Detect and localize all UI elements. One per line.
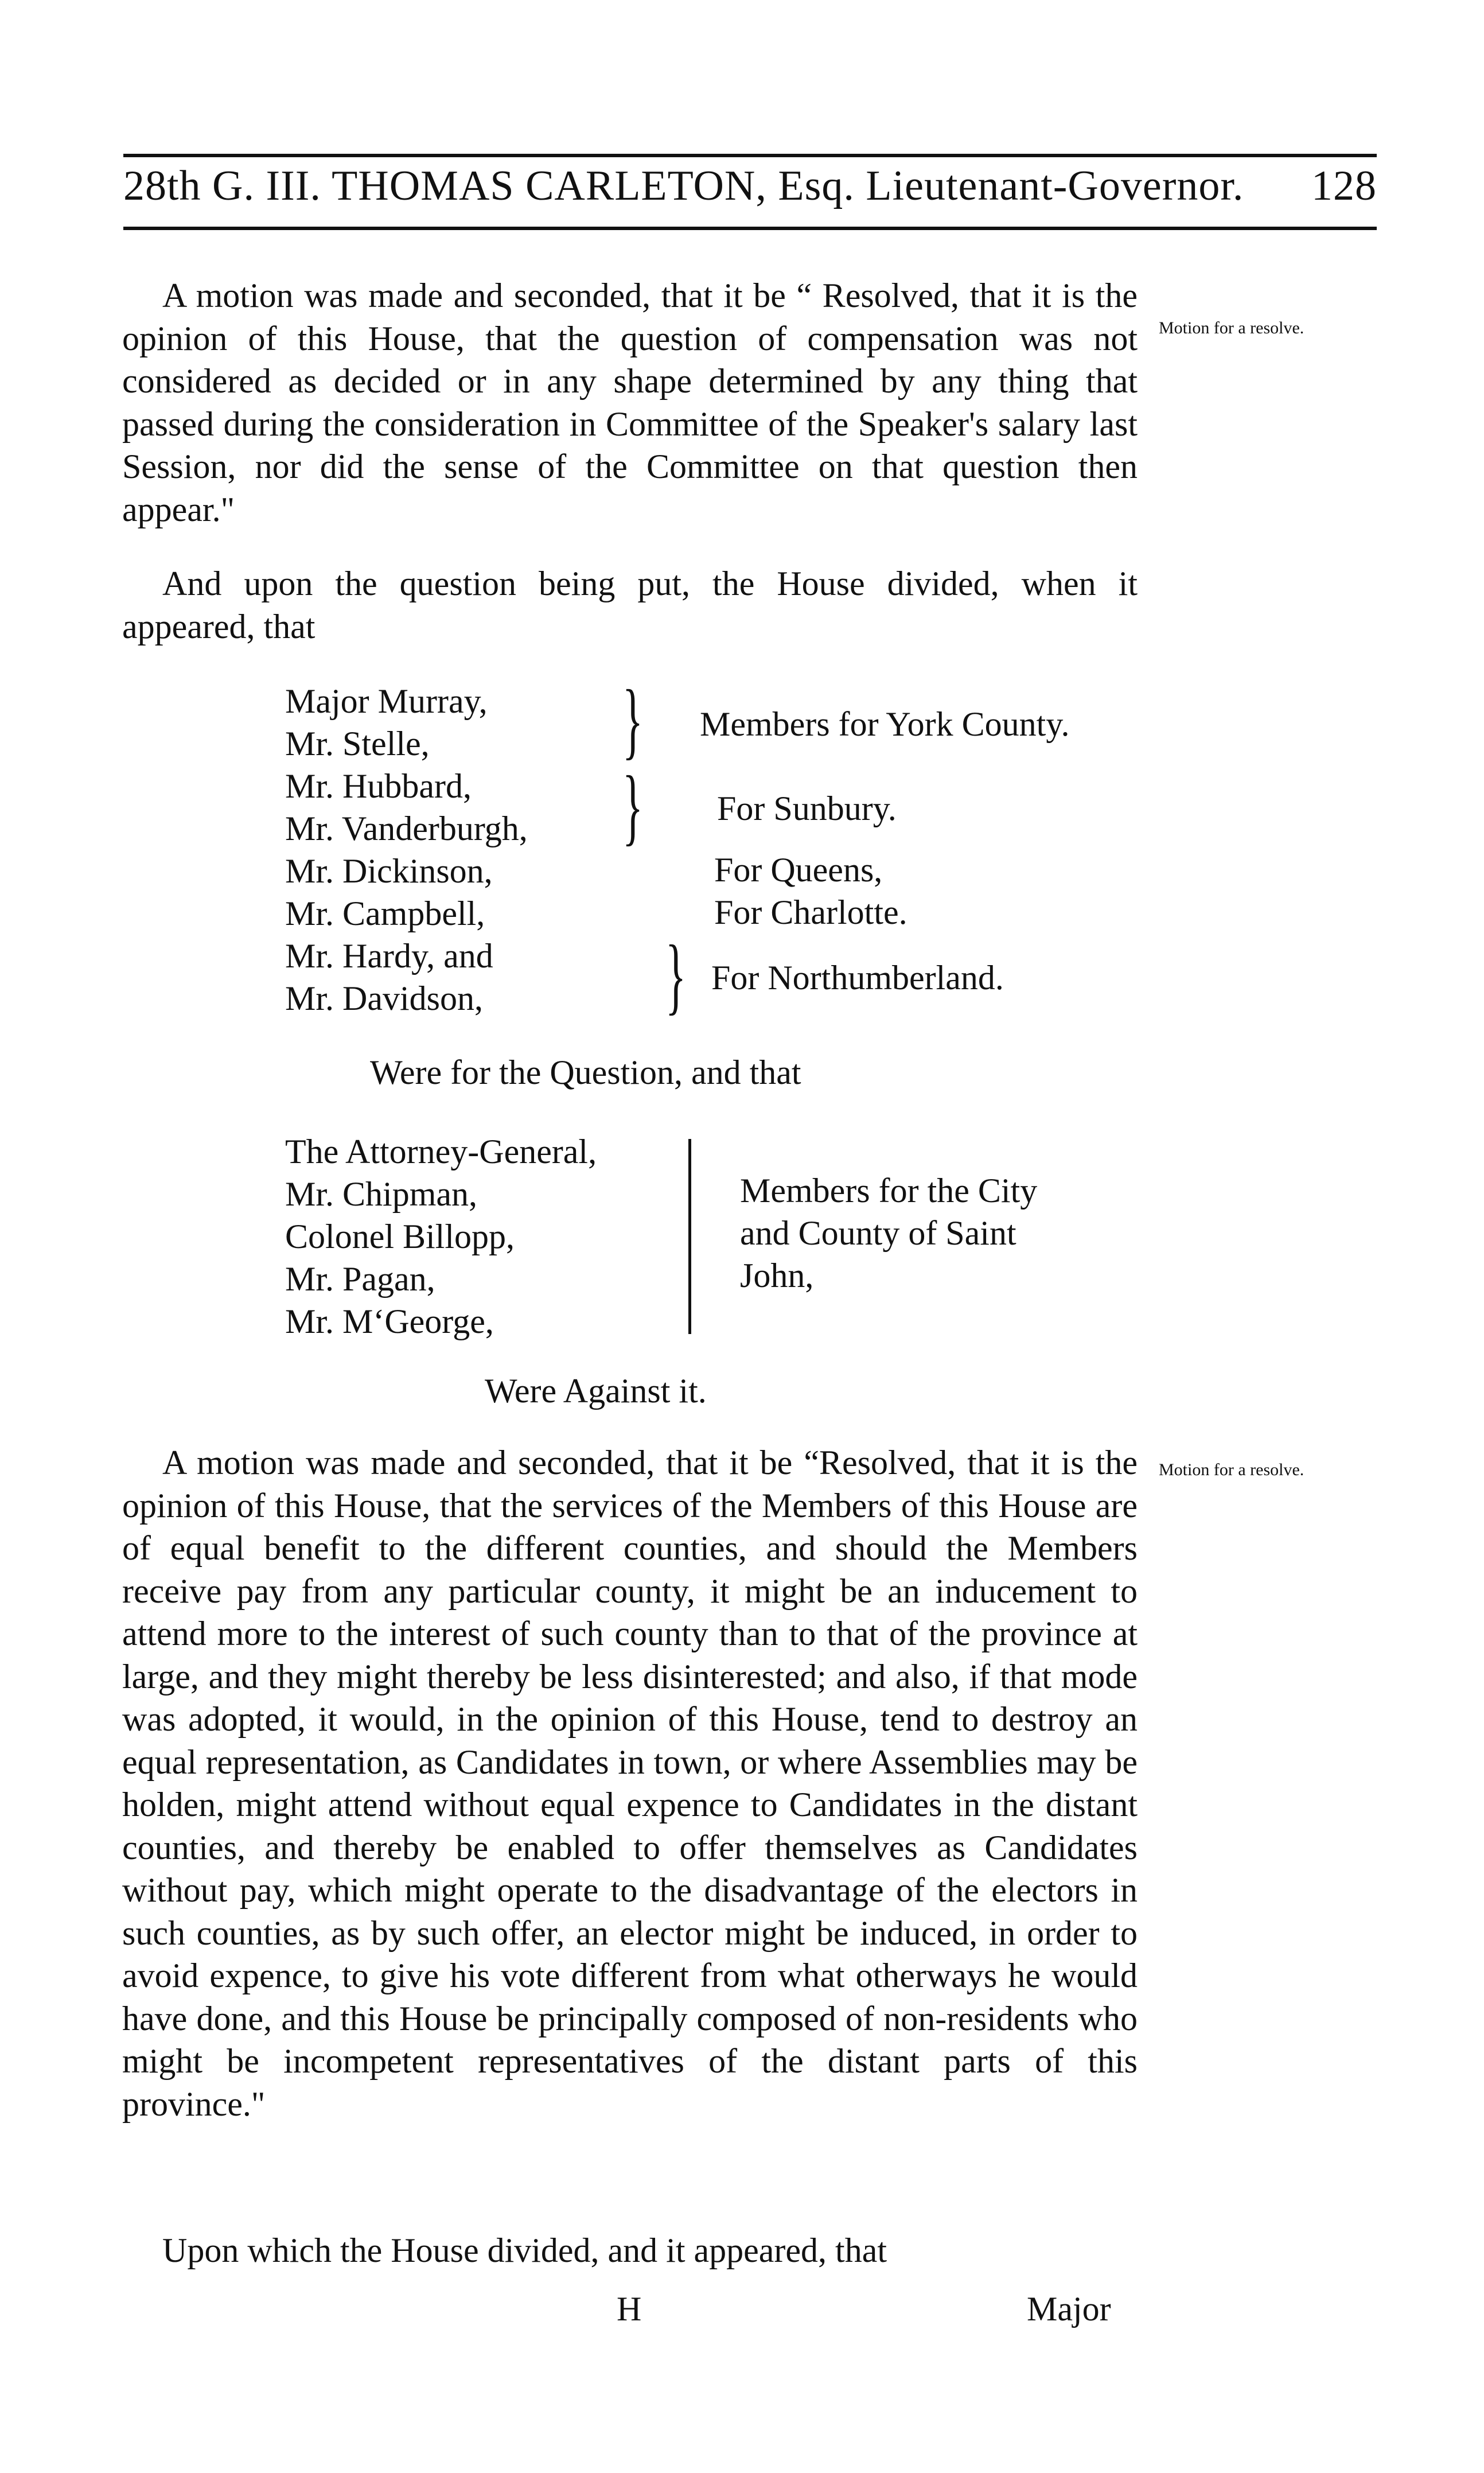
- paragraph-division-1: And upon the question being put, the House divided, when it appeared, that: [122, 565, 1138, 646]
- label-line: and County of Saint: [740, 1214, 1016, 1252]
- page-number: 128: [1311, 162, 1377, 209]
- list-item: Colonel Billopp,: [285, 1218, 515, 1255]
- against-names-list: [285, 1130, 597, 1343]
- paragraph-motion-2: A motion was made and seconded, that it be “Resolved, that it is the opinion of this House, that the services of the Members of this House are of equal benefit to the different counties, and should the Members receive pay from any particular county, it might be an inducement to attend more to the interest of such county than to that of the province at large, and they might thereby be less disinterested; and also, if that mode was adopted, it would, in the opinion of this House, tend to destroy an equal representation, as Candidates in town, or where Assemblies may be holden, might attend without equal expence to Candidates in the distant counties, and thereby be enabled to offer themselves as Candidates without pay, which might operate to the disadvantage of the electors in such counties, as by such offer, an elector might be induced, in order to avoid expence, to give his vote different from what otherways he would have done, and this House be principally composed of non-residents who might be incompetent representatives of the distant parts of this province.": [122, 1444, 1138, 2123]
- for-names-list: [285, 680, 528, 1020]
- paragraph-division-2: Upon which the House divided, and it appeared, that: [162, 2231, 887, 2269]
- label-line: John,: [740, 1257, 814, 1294]
- list-item: The Attorney-General,: [285, 1133, 597, 1171]
- list-item: Mr. M‘George,: [285, 1302, 494, 1340]
- running-head: 28th G. III. THOMAS CARLETON, Esq. Lieutenant-Governor.: [123, 162, 1244, 209]
- margin-note-2: Motion for a resolve.: [1159, 1460, 1304, 1479]
- brace-sunbury: }: [622, 759, 643, 854]
- brace-northumberland: }: [665, 928, 686, 1023]
- list-item: Mr. Campbell,: [285, 895, 485, 932]
- header-rule-top: [123, 154, 1377, 157]
- list-item: Mr. Hubbard,: [285, 767, 472, 805]
- page-header: [123, 162, 1377, 211]
- brace-saint-john: [688, 1139, 703, 1334]
- list-item: Mr. Vanderburgh,: [285, 810, 528, 847]
- label-line: Members for the City: [740, 1172, 1038, 1210]
- against-caption: Were Against it.: [485, 1372, 707, 1410]
- for-caption: Were for the Question, and that: [370, 1053, 801, 1091]
- brace-york: }: [622, 672, 643, 768]
- list-item: Mr. Stelle,: [285, 725, 430, 763]
- list-item: Mr. Hardy, and: [285, 937, 493, 975]
- label-charlotte: For Charlotte.: [714, 893, 907, 931]
- label-northumberland: For Northumberland.: [711, 959, 1004, 997]
- signature-mark: H: [617, 2290, 642, 2328]
- label-sunbury: For Sunbury.: [717, 790, 897, 827]
- list-item: Major Murray,: [285, 682, 488, 720]
- margin-note-1: Motion for a resolve.: [1159, 318, 1304, 337]
- list-item: Mr. Dickinson,: [285, 852, 493, 890]
- list-item: Mr. Chipman,: [285, 1175, 478, 1213]
- paragraph-motion-1: A motion was made and seconded, that it be “ Resolved, that it is the opinion of this House, that the question of compensation was not considered as decided or in any shape determined by any thing that passed during the consideration in Committee of the Speaker's salary last Session, nor did the sense of the Committee on that question then appear.": [122, 277, 1138, 528]
- list-item: Mr. Davidson,: [285, 979, 483, 1017]
- label-saint-john: [740, 1169, 1037, 1297]
- label-queens: For Queens,: [714, 851, 883, 889]
- header-rule-bottom: [123, 227, 1377, 230]
- catchword: Major: [1027, 2290, 1111, 2328]
- label-york: Members for York County.: [700, 705, 1070, 743]
- list-item: Mr. Pagan,: [285, 1260, 435, 1298]
